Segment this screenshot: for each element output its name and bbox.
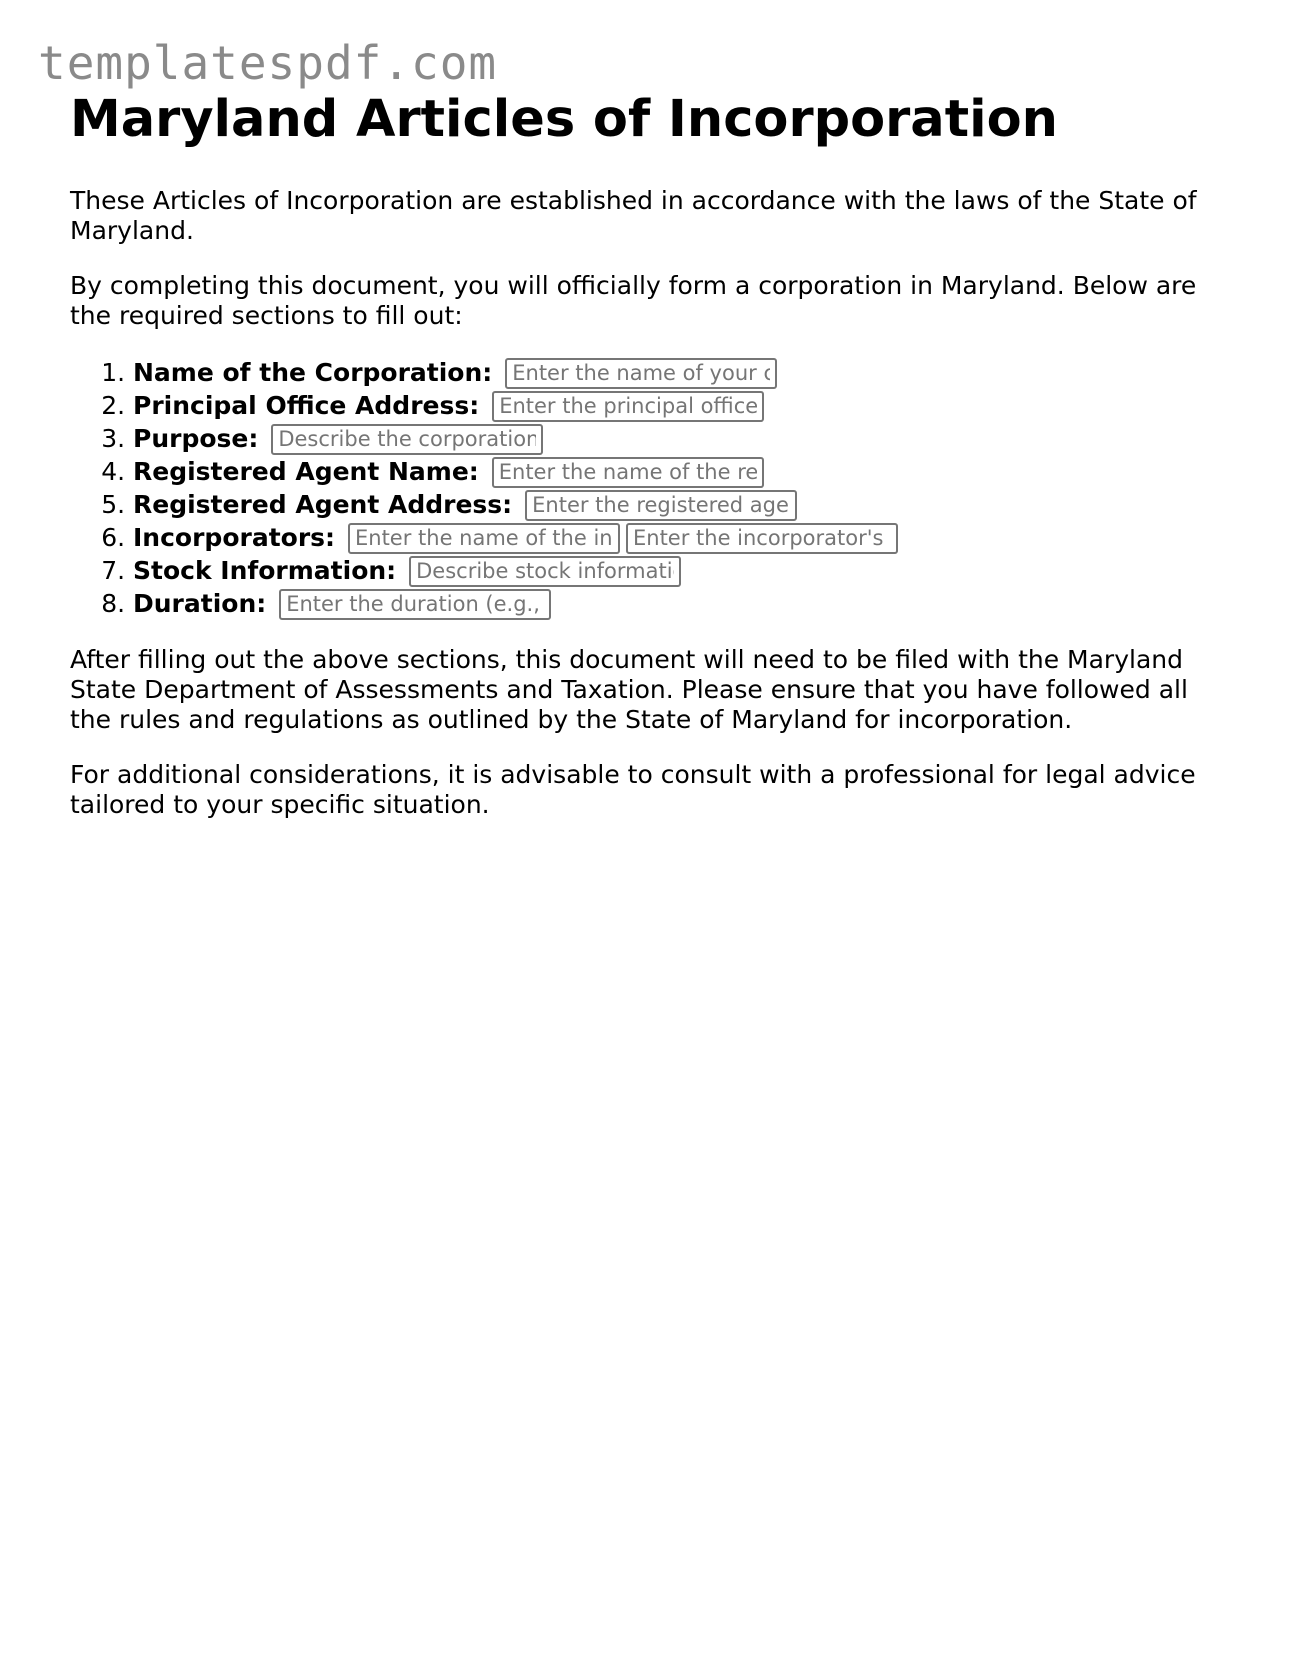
incorporator-name-input[interactable]	[348, 523, 620, 554]
section-duration	[133, 587, 1230, 620]
registered-agent-name-input[interactable]	[492, 457, 764, 488]
incorporator-address-input[interactable]	[626, 523, 898, 554]
stock-information-input[interactable]	[409, 556, 681, 587]
section-label: Principal Office Address:	[133, 391, 480, 420]
corporation-name-input[interactable]	[505, 358, 777, 389]
section-incorporators	[133, 521, 1230, 554]
intro-paragraph: These Articles of Incorporation are established in accordance with the laws of the State of Maryland.	[70, 186, 1197, 245]
section-principal-office-address	[133, 389, 1230, 422]
purpose-input[interactable]	[271, 424, 543, 455]
section-purpose	[133, 422, 1230, 455]
section-corporation-name	[133, 356, 1230, 389]
duration-input[interactable]	[279, 589, 551, 620]
section-label: Purpose:	[133, 424, 259, 453]
section-label: Duration:	[133, 589, 267, 618]
instructions-paragraph: By completing this document, you will officially form a corporation in Maryland. Below are the required sections to fill out:	[70, 271, 1197, 330]
document-body	[70, 88, 1230, 845]
section-label: Name of the Corporation:	[133, 358, 493, 387]
filing-note-paragraph: After filling out the above sections, this document will need to be filed with the Maryland State Department of Assessments and Taxation. Please ensure that you have followed all the rules and regulations as outlined by the State of Maryland for incorporation.	[70, 645, 1188, 734]
section-label: Stock Information:	[133, 556, 397, 585]
watermark: templatespdf.com	[38, 36, 498, 90]
sections-list	[70, 356, 1230, 620]
section-label: Registered Agent Name:	[133, 457, 479, 486]
section-stock-information	[133, 554, 1230, 587]
registered-agent-address-input[interactable]	[525, 490, 797, 521]
page-title: Maryland Articles of Incorporation	[70, 90, 1058, 149]
principal-office-address-input[interactable]	[492, 391, 764, 422]
section-label: Registered Agent Address:	[133, 490, 513, 519]
section-label: Incorporators:	[133, 523, 336, 552]
section-registered-agent-address	[133, 488, 1230, 521]
section-registered-agent-name	[133, 455, 1230, 488]
advice-note-paragraph: For additional considerations, it is advisable to consult with a professional for legal advice tailored to your specific situation.	[70, 760, 1196, 819]
